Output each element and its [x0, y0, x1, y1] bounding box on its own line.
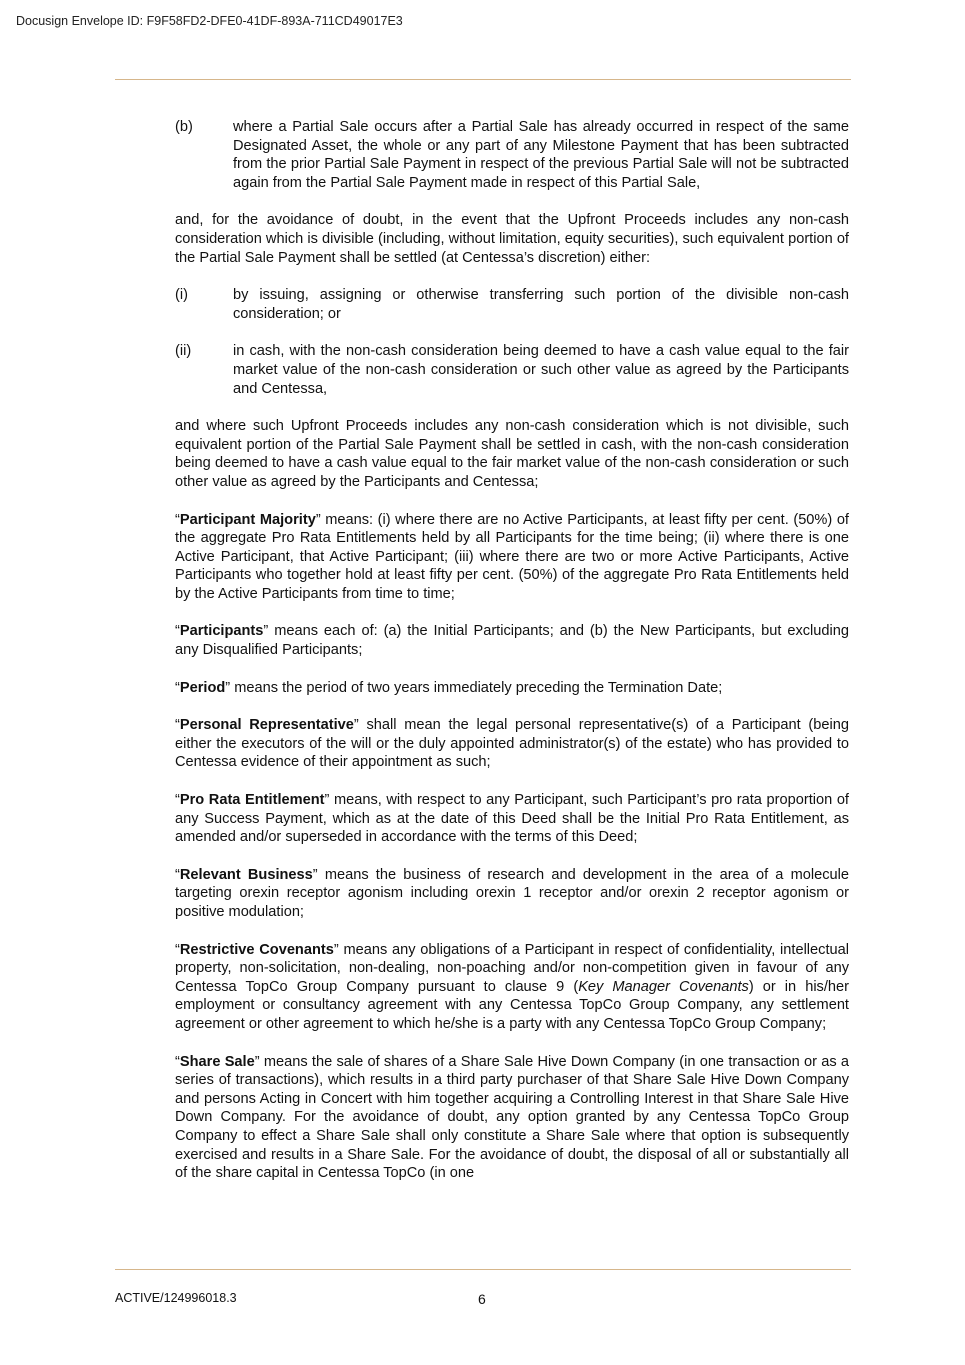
definition-text: ) or in his/her employment or consultancy agreement with any Centessa TopCo Group Company, any settlement agreement or other agreement to which he/she is a party with any Centessa TopCo Group Company;	[175, 978, 850, 1032]
list-item-ii	[175, 342, 849, 398]
definition-text: means the sale of shares of a Share Sale Hive Down Company (in one transaction or as a series of transactions), which results in a third party purchaser of that Share Sale Hive Down Company and persons Acting in Concert with him together acquiring a Controlling Interest in that Share Sale Hive Down Company. For the avoidance of doubt, any option granted by any Centessa TopCo Group Company to effect a Share Sale shall only constitute a Share Sale where that option is subsequently exercised and results in a Share Sale. For the avoidance of doubt, the disposal of all or substantially all of the share capital in Centessa TopCo (in one	[175, 1053, 849, 1182]
definition-participant-majority: “Participant Majority” means: (i) where there are no Active Participants, at least fifty per cent. (50%) of the aggregate Pro Rata Entitlements held by all Participants for the time being; (ii) where there is one Active Participant, that Active Participant; (iii) where there are two or more Active Participants, Active Participants who together hold at least fifty per cent. (50%) of the aggregate Pro Rata Entitlements held by the Active Participants from time to time;	[175, 511, 849, 602]
definition-term: Participant Majority	[179, 511, 316, 528]
definition-relevant-business: “Relevant Business” means the business of research and development in the area of a molecule targeting orexin receptor agonism including orexin 1 receptor and/or orexin 2 receptor agonism or positive modulation;	[175, 866, 850, 920]
list-item-text: in cash, with the non-cash consideration being deemed to have a cash value equal to the fair market value of the non-cash consideration or such other value as agreed by the Participants and Centessa,	[233, 343, 849, 397]
definition-term: Pro Rata Entitlement	[179, 792, 325, 809]
definition-text: means: (i) where there are no Active Participants, at least fifty per cent. (50%) of the aggregate Pro Rata Entitlements held by all Participants for the time being; (ii) where there is one Active Participant, that Active Participant; (iii) where there are two or more Active Participants, Active Participants who together hold at least fifty per cent. (50%) of the aggregate Pro Rata Entitlements held by the Active Participants from time to time;	[175, 511, 849, 602]
page-number: 6	[478, 1291, 486, 1307]
list-item-i	[175, 286, 849, 323]
definition-term: Participants	[179, 623, 264, 640]
footer-divider	[115, 1269, 851, 1270]
list-item-text: by issuing, assigning or otherwise transferring such portion of the divisible non-cash consideration; or	[233, 287, 849, 322]
definition-text: means any obligations of a Participant in respect of confidentiality, intellectual property, non-solicitation, non-dealing, non-poaching and/or non-competition given in favour of any Centessa TopCo Group Company pursuant to clause 9 (	[175, 941, 849, 995]
definition-personal-representative: “Personal Representative” shall mean the legal personal representative(s) of a Participant (being either the executors of the will or the duly appointed administrator(s) of the estate) who has provided to Centessa evidence of their appointment as such;	[175, 717, 849, 771]
list-item-text: where a Partial Sale occurs after a Partial Sale has already occurred in respect of the same Designated Asset, the whole or any part of any Milestone Payment that has been subtracted from the prior Partial Sale Payment in respect of the previous Partial Sale will not be subtracted again from the Partial Sale Payment made in respect of this Partial Sale,	[233, 119, 849, 191]
paragraph-non-divisible: and where such Upfront Proceeds includes any non-cash consideration which is not divisible, such equivalent portion of the Partial Sale Payment shall be settled in cash, with the non-cash consideration being deemed to have a cash value equal to the fair market value of the non-cash consideration or such other value as agreed by the Participants and Centessa;	[175, 418, 849, 490]
definition-term: Share Sale	[179, 1053, 255, 1070]
definition-participants: “Participants” means each of: (a) the Initial Participants; and (b) the New Participants, but excluding any Disqualified Participants;	[175, 623, 849, 659]
definition-term: Relevant Business	[179, 866, 313, 883]
list-item-label: (b)	[175, 119, 193, 135]
definition-term: Personal Representative	[179, 717, 354, 734]
definition-term: Restrictive Covenants	[179, 941, 334, 958]
list-item-label: (i)	[175, 287, 188, 304]
document-reference: ACTIVE/124996018.3	[115, 1291, 237, 1305]
definition-restrictive-covenants: “Restrictive Covenants” means any obligations of a Participant in respect of confidentiality, intellectual property, non-solicitation, non-dealing, non-poaching and/or non-competition given in favour of any Centessa TopCo Group Company pursuant to clause 9 (Key Manager Covenants) or in his/her employment or consultancy agreement with any Centessa TopCo Group Company, any settlement agreement or other agreement to which he/she is a party with any Centessa TopCo Group Company;	[175, 941, 850, 1032]
document-body	[175, 118, 849, 1202]
definition-text: means the period of two years immediately preceding the Termination Date;	[230, 679, 723, 696]
list-item-b	[175, 118, 849, 192]
header-divider	[115, 79, 851, 80]
definition-text: means, with respect to any Participant, such Participant’s pro rata proportion of any Success Payment, which as at the date of this Deed shall be the Initial Pro Rata Entitlement, as amended and/or superseded in accordance with the terms of this Deed;	[175, 792, 849, 846]
definition-term: Period	[179, 679, 226, 696]
list-item-label: (ii)	[175, 343, 192, 360]
definition-italic-reference: Key Manager Covenants	[578, 978, 749, 995]
definition-period: “Period” means the period of two years immediately preceding the Termination Date;	[175, 679, 723, 696]
definition-text: means each of: (a) the Initial Participants; and (b) the New Participants, but excluding any Disqualified Participants;	[175, 623, 849, 659]
definition-text: means the business of research and development in the area of a molecule targeting orexin receptor agonism including orexin 1 receptor and/or orexin 2 receptor agonism or positive modulation;	[175, 866, 850, 920]
definition-text: shall mean the legal personal representative(s) of a Participant (being either the executors of the will or the duly appointed administrator(s) of the estate) who has provided to Centessa evidence of their appointment as such;	[175, 717, 849, 771]
definition-pro-rata-entitlement: “Pro Rata Entitlement” means, with respect to any Participant, such Participant’s pro rata proportion of any Success Payment, which as at the date of this Deed shall be the Initial Pro Rata Entitlement, as amended and/or superseded in accordance with the terms of this Deed;	[175, 792, 849, 846]
envelope-id: Docusign Envelope ID: F9F58FD2-DFE0-41DF-893A-711CD49017E3	[16, 14, 403, 28]
definition-share-sale: “Share Sale” means the sale of shares of a Share Sale Hive Down Company (in one transaction or as a series of transactions), which results in a third party purchaser of that Share Sale Hive Down Company and persons Acting in Concert with him together acquiring a Controlling Interest in that Share Sale Hive Down Company. For the avoidance of doubt, any option granted by any Centessa TopCo Group Company to effect a Share Sale shall only constitute a Share Sale where that option is subsequently exercised and results in a Share Sale. For the avoidance of doubt, the disposal of all or substantially all of the share capital in Centessa TopCo (in one	[175, 1053, 849, 1182]
paragraph-avoidance-of-doubt: and, for the avoidance of doubt, in the event that the Upfront Proceeds includes any non-cash consideration which is divisible (including, without limitation, equity securities), such equivalent portion of the Partial Sale Payment shall be settled (at Centessa’s discretion) either:	[175, 212, 849, 266]
